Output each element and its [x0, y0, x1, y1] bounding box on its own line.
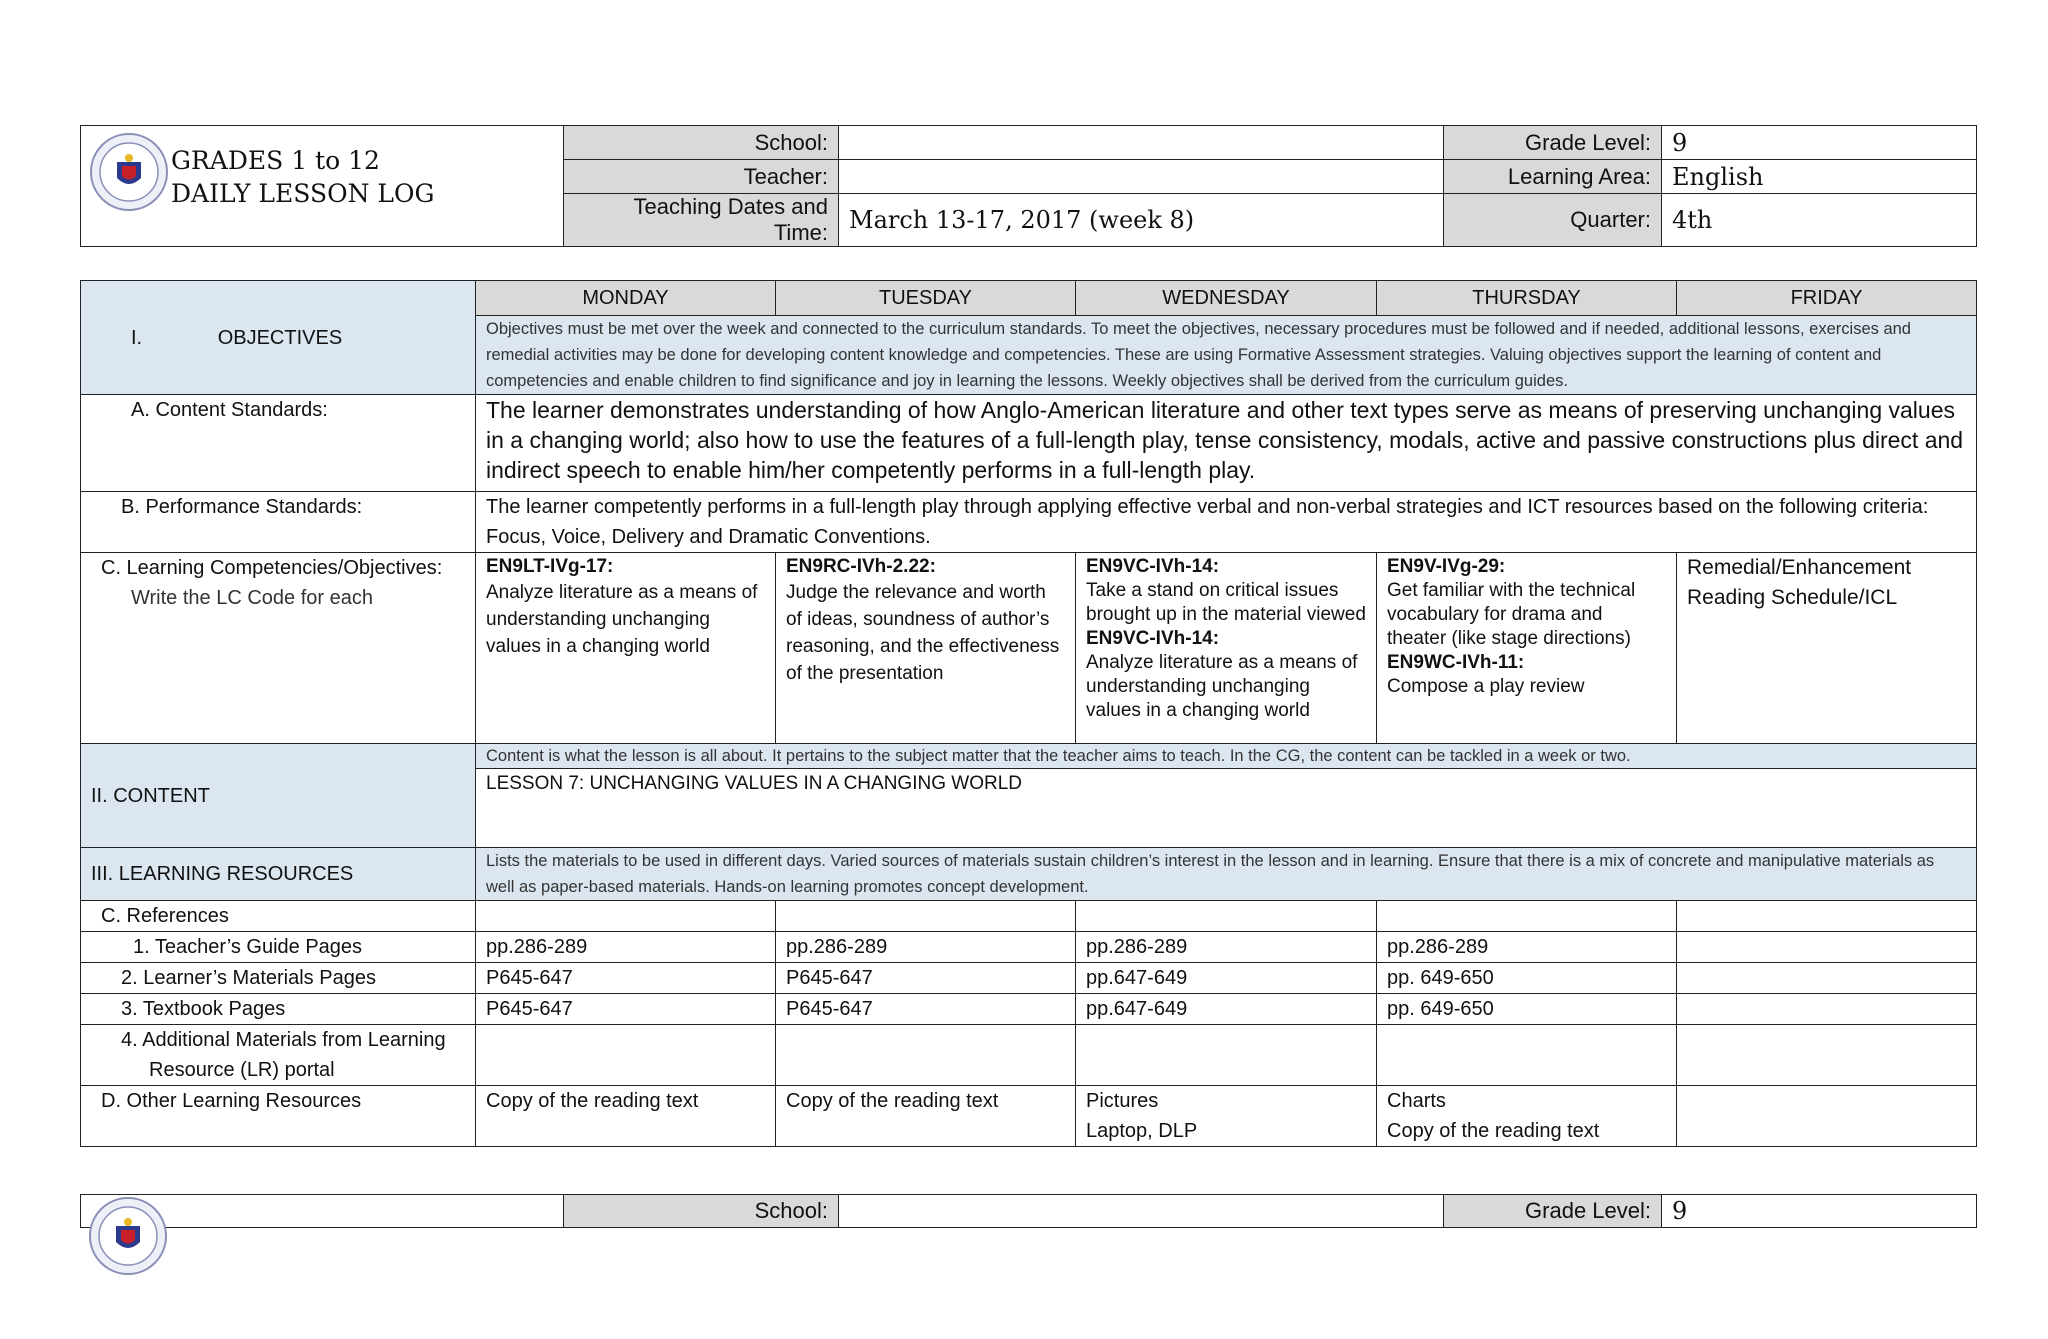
other-resources-label: D. Other Learning Resources	[81, 1086, 476, 1147]
other-thursday-line-2: Copy of the reading text	[1387, 1120, 1600, 1142]
objectives-number: I.	[131, 326, 143, 349]
objectives-note: Objectives must be met over the week and connected to the curriculum standards. To meet the objectives, necessary procedures must be followed and if needed, additional lessons, exercises and remedial activities may be done for developing content knowledge and competencies. These are using Formative Assessment strategies. Valuing objectives support the learning of content and competencies and enable children to find significance and joy in learning the lessons. Weekly objectives shall be derived from the curriculum guides.	[476, 316, 1977, 395]
textbook-pages-wednesday[interactable]: pp.647-649	[1076, 994, 1377, 1025]
learning-area-label: Learning Area:	[1444, 160, 1662, 194]
teachers-guide-tuesday[interactable]: pp.286-289	[776, 932, 1076, 963]
deped-seal-icon	[89, 132, 169, 212]
learners-materials-wednesday[interactable]: pp.647-649	[1076, 963, 1377, 994]
teachers-guide-friday[interactable]	[1677, 932, 1977, 963]
performance-standards-label: B. Performance Standards:	[81, 492, 476, 553]
additional-materials-line-2: Resource (LR) portal	[149, 1059, 335, 1081]
day-header-wednesday: WEDNESDAY	[1076, 281, 1377, 316]
day-header-thursday: THURSDAY	[1377, 281, 1677, 316]
teachers-guide-thursday[interactable]: pp.286-289	[1377, 932, 1677, 963]
content-standards-text[interactable]: The learner demonstrates understanding of how Anglo-American literature and other text types serve as means of preserving unchanging values in a changing world; also how to use the features of a full-length play, tense consistency, modals, active and passive constructions plus direct and indirect speech to enable him/her competently performs in a full-length play.	[476, 395, 1977, 492]
other-resources-friday[interactable]	[1677, 1086, 1977, 1147]
references-friday[interactable]	[1677, 901, 1977, 932]
performance-standards-text[interactable]: The learner competently performs in a full-length play through applying effective verbal and non-verbal strategies and ICT resources based on the following criteria: Focus, Voice, Delivery and Dramatic Conventions.	[476, 492, 1977, 553]
learners-materials-monday[interactable]: P645-647	[476, 963, 776, 994]
lc-text-wednesday-2: Analyze literature as a means of understanding unchanging values in a changing world	[1086, 652, 1358, 721]
additional-materials-friday[interactable]	[1677, 1025, 1977, 1086]
lc-text-thursday-2: Compose a play review	[1387, 676, 1585, 697]
lc-code-tuesday: EN9RC-IVh-2.22:	[786, 556, 936, 577]
content-note: Content is what the lesson is all about. It pertains to the subject matter that the teacher aims to teach. In the CG, the content can be tackled in a week or two.	[476, 744, 1977, 769]
learning-competencies-label	[81, 553, 476, 744]
quarter-label: Quarter:	[1444, 194, 1662, 247]
teachers-guide-label: 1. Teacher’s Guide Pages	[81, 932, 476, 963]
friday-line-1: Remedial/Enhancement	[1687, 556, 1912, 579]
textbook-pages-thursday[interactable]: pp. 649-650	[1377, 994, 1677, 1025]
additional-materials-label	[81, 1025, 476, 1086]
other-wednesday-line-1: Pictures	[1086, 1090, 1159, 1112]
learning-resources-note: Lists the materials to be used in different days. Varied sources of materials sustain children’s interest in the lesson and in learning. Ensure that there is a mix of concrete and manipulative materials as well as paper-based materials. Hands-on learning promotes concept development.	[476, 848, 1977, 901]
lc-code-thursday-1: EN9V-IVg-29:	[1387, 556, 1506, 577]
objectives-heading	[81, 281, 476, 395]
learners-materials-thursday[interactable]: pp. 649-650	[1377, 963, 1677, 994]
references-tuesday[interactable]	[776, 901, 1076, 932]
lc-code-wednesday-1: EN9VC-IVh-14:	[1086, 556, 1220, 577]
quarter-field[interactable]: 4th	[1662, 194, 1977, 247]
competency-friday[interactable]	[1677, 553, 1977, 744]
day-header-monday: MONDAY	[476, 281, 776, 316]
learners-materials-tuesday[interactable]: P645-647	[776, 963, 1076, 994]
lc-text-monday: Analyze literature as a means of understanding unchanging values in a changing world	[486, 582, 758, 657]
additional-materials-monday[interactable]	[476, 1025, 776, 1086]
other-resources-thursday[interactable]	[1377, 1086, 1677, 1147]
additional-materials-line-1: 4. Additional Materials from Learning	[121, 1029, 446, 1051]
lesson-title[interactable]: LESSON 7: UNCHANGING VALUES IN A CHANGING WORLD	[476, 769, 1977, 848]
competency-wednesday[interactable]	[1076, 553, 1377, 744]
learning-area-field[interactable]: English	[1662, 160, 1977, 194]
textbook-pages-monday[interactable]: P645-647	[476, 994, 776, 1025]
school-field[interactable]	[839, 126, 1444, 160]
title-line-2: DAILY LESSON LOG	[171, 179, 435, 208]
friday-line-2: Reading Schedule/ICL	[1687, 586, 1898, 609]
lc-code-thursday-2: EN9WC-IVh-11:	[1387, 652, 1525, 673]
next-school-label: School:	[564, 1195, 839, 1228]
lc-code-monday: EN9LT-IVg-17:	[486, 556, 614, 577]
lc-code-wednesday-2: EN9VC-IVh-14:	[1086, 628, 1220, 649]
lc-text-thursday-1: Get familiar with the technical vocabulary for drama and theater (like stage directions)	[1387, 580, 1636, 649]
other-thursday-line-1: Charts	[1387, 1090, 1446, 1112]
other-wednesday-line-2: Laptop, DLP	[1086, 1120, 1198, 1142]
learners-materials-label: 2. Learner’s Materials Pages	[81, 963, 476, 994]
references-label: C. References	[81, 901, 476, 932]
content-standards-label: A. Content Standards:	[81, 395, 476, 492]
teaching-dates-label: Teaching Dates and Time:	[564, 194, 839, 247]
textbook-pages-tuesday[interactable]: P645-647	[776, 994, 1076, 1025]
references-monday[interactable]	[476, 901, 776, 932]
additional-materials-wednesday[interactable]	[1076, 1025, 1377, 1086]
next-page-header-table	[80, 1194, 1977, 1228]
other-resources-monday[interactable]: Copy of the reading text	[476, 1086, 776, 1147]
next-grade-level-field[interactable]: 9	[1662, 1195, 1977, 1228]
other-resources-tuesday[interactable]: Copy of the reading text	[776, 1086, 1076, 1147]
teachers-guide-wednesday[interactable]: pp.286-289	[1076, 932, 1377, 963]
next-grade-level-label: Grade Level:	[1444, 1195, 1662, 1228]
header-table	[80, 125, 1977, 247]
textbook-pages-friday[interactable]	[1677, 994, 1977, 1025]
lesson-log-table	[80, 280, 1977, 1147]
grade-level-label: Grade Level:	[1444, 126, 1662, 160]
teacher-label: Teacher:	[564, 160, 839, 194]
competencies-sublabel: Write the LC Code for each	[131, 587, 373, 609]
day-header-friday: FRIDAY	[1677, 281, 1977, 316]
next-school-field[interactable]	[839, 1195, 1444, 1228]
document-title	[171, 144, 434, 210]
teachers-guide-monday[interactable]: pp.286-289	[476, 932, 776, 963]
school-label: School:	[564, 126, 839, 160]
competencies-label-text: C. Learning Competencies/Objectives:	[101, 557, 443, 579]
teaching-dates-field[interactable]: March 13-17, 2017 (week 8)	[839, 194, 1444, 247]
grade-level-field[interactable]: 9	[1662, 126, 1977, 160]
lc-text-tuesday: Judge the relevance and worth of ideas, soundness of author’s reasoning, and the effectiveness of the presentation	[786, 582, 1060, 684]
learning-resources-heading: III. LEARNING RESOURCES	[81, 848, 476, 901]
teacher-field[interactable]	[839, 160, 1444, 194]
references-wednesday[interactable]	[1076, 901, 1377, 932]
competency-tuesday[interactable]	[776, 553, 1076, 744]
title-line-1: GRADES 1 to 12	[171, 146, 380, 175]
other-resources-wednesday[interactable]	[1076, 1086, 1377, 1147]
objectives-label: OBJECTIVES	[217, 326, 343, 349]
header-logo-cell	[81, 126, 564, 247]
additional-materials-tuesday[interactable]	[776, 1025, 1076, 1086]
additional-materials-thursday[interactable]	[1377, 1025, 1677, 1086]
references-thursday[interactable]	[1377, 901, 1677, 932]
competency-monday[interactable]	[476, 553, 776, 744]
learners-materials-friday[interactable]	[1677, 963, 1977, 994]
competency-thursday[interactable]	[1377, 553, 1677, 744]
deped-seal-icon	[88, 1196, 168, 1276]
day-header-tuesday: TUESDAY	[776, 281, 1076, 316]
content-heading: II. CONTENT	[81, 744, 476, 848]
lc-text-wednesday-1: Take a stand on critical issues brought up in the material viewed	[1086, 580, 1366, 625]
textbook-pages-label: 3. Textbook Pages	[81, 994, 476, 1025]
